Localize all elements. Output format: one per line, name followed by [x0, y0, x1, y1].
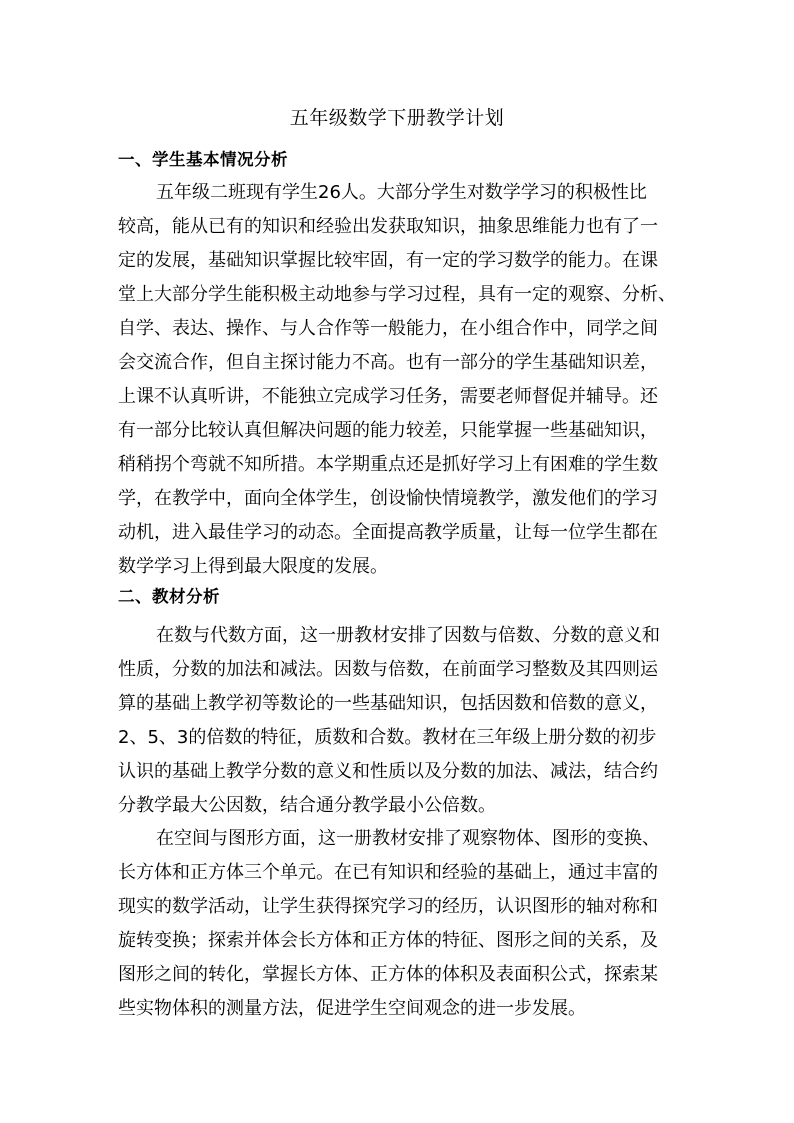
paragraph-line: 较高，能从已有的知识和经验出发获取知识，抽象思维能力也有了一: [118, 216, 658, 237]
paragraph-line: 些实物体积的测量方法，促进学生空间观念的进一步发展。: [118, 998, 586, 1019]
paragraph-line: 图形之间的转化，掌握长方体、正方体的体积及表面积公式，探索某: [118, 964, 658, 985]
paragraph-line: 2、5、3的倍数的特征，质数和合数。教材在三年级上册分数的初步: [118, 727, 657, 748]
paragraph-line: 在空间与图形方面，这一册教材安排了观察物体、图形的变换、: [156, 828, 660, 849]
paragraph-line: 动机，进入最佳学习的动态。全面提高教学质量，让每一位学生都在: [118, 522, 658, 543]
paragraph-line: 在数与代数方面，这一册教材安排了因数与倍数、分数的意义和: [156, 625, 660, 646]
paragraph-line: 堂上大部分学生能积极主动地参与学习过程，具有一定的观察、分析、: [118, 284, 676, 305]
paragraph-line: 认识的基础上教学分数的意义和性质以及分数的加法、减法，结合约: [118, 761, 658, 782]
section-heading-textbook-analysis: 二、教材分析: [118, 587, 220, 606]
paragraph-line: 算的基础上教学初等数论的一些基础知识，包括因数和倍数的意义，: [118, 693, 658, 714]
paragraph-line: 自学、表达、操作、与人合作等一般能力，在小组合作中，同学之间: [118, 318, 658, 339]
paragraph-line: 有一部分比较认真但解决问题的能力较差，只能掌握一些基础知识，: [118, 420, 658, 441]
document-title: 五年级数学下册教学计划: [289, 107, 505, 129]
paragraph-line: 分教学最大公因数，结合通分教学最小公倍数。: [118, 795, 496, 816]
paragraph-line: 性质，分数的加法和减法。因数与倍数，在前面学习整数及其四则运: [118, 659, 658, 680]
paragraph-line: 旋转变换；探索并体会长方体和正方体的特征、图形之间的关系，及: [118, 930, 658, 951]
paragraph-line: 会交流合作，但自主探讨能力不高。也有一部分的学生基础知识差，: [118, 352, 658, 373]
paragraph-line: 稍稍拐个弯就不知所措。本学期重点还是抓好学习上有困难的学生数: [118, 454, 658, 475]
paragraph-line: 学，在教学中，面向全体学生，创设愉快情境教学，激发他们的学习: [118, 488, 658, 509]
paragraph-line: 五年级二班现有学生26人。大部分学生对数学学习的积极性比: [156, 182, 647, 203]
paragraph-line: 现实的数学活动，让学生获得探究学习的经历，认识图形的轴对称和: [118, 896, 658, 917]
paragraph-line: 定的发展，基础知识掌握比较牢固，有一定的学习数学的能力。在课: [118, 250, 658, 271]
paragraph-line: 上课不认真听讲，不能独立完成学习任务，需要老师督促并辅导。还: [118, 386, 658, 407]
section-heading-student-analysis: 一、学生基本情况分析: [118, 150, 288, 169]
paragraph-line: 数学学习上得到最大限度的发展。: [118, 556, 388, 577]
paragraph-line: 长方体和正方体三个单元。在已有知识和经验的基础上，通过丰富的: [118, 862, 658, 883]
